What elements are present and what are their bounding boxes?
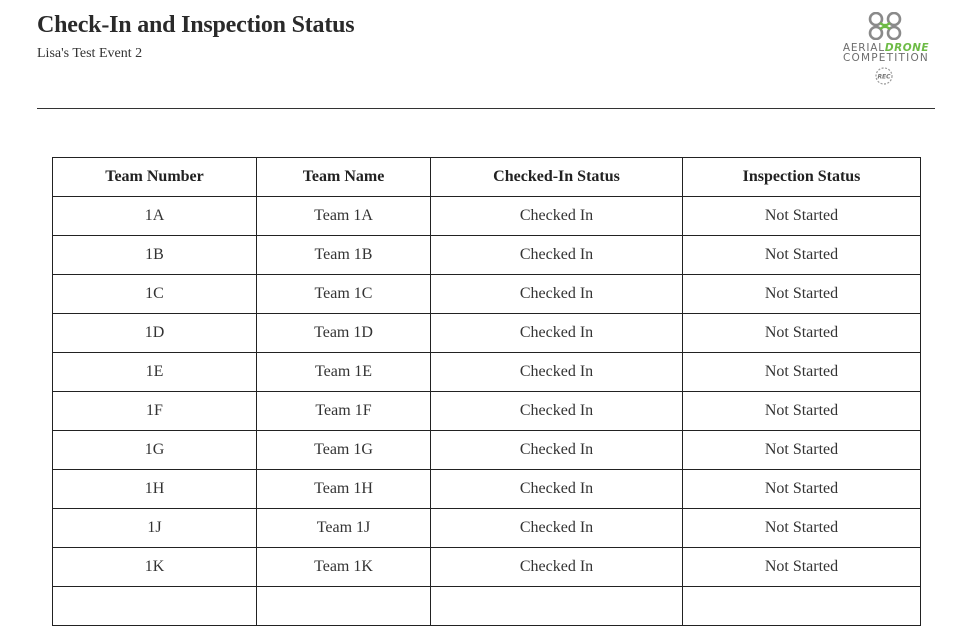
team-number-cell: 1F: [53, 392, 257, 431]
table-row: [53, 236, 921, 275]
inspection-status-cell: Not Started: [683, 353, 921, 392]
inspection-status-cell: Not Started: [683, 197, 921, 236]
checked-in-status-cell: [431, 587, 683, 626]
status-table: [52, 157, 921, 626]
inspection-status-cell: Not Started: [683, 431, 921, 470]
team-number-cell: 1A: [53, 197, 257, 236]
aerial-drone-competition-logo: [836, 12, 936, 88]
team-number-cell: 1E: [53, 353, 257, 392]
inspection-status-cell: Not Started: [683, 509, 921, 548]
team-name-cell: Team 1F: [257, 392, 431, 431]
team-name-cell: Team 1J: [257, 509, 431, 548]
table-row: [53, 548, 921, 587]
table-header-row: [53, 158, 921, 197]
team-number-cell: [53, 587, 257, 626]
team-number-cell: 1J: [53, 509, 257, 548]
column-header-checked-in-status: Checked-In Status: [431, 158, 683, 197]
rec-badge-text: REC: [877, 73, 891, 81]
table-row: [53, 197, 921, 236]
team-number-cell: 1K: [53, 548, 257, 587]
checked-in-status-cell: Checked In: [431, 314, 683, 353]
team-name-cell: Team 1H: [257, 470, 431, 509]
column-header-team-number: Team Number: [53, 158, 257, 197]
header-divider: [37, 108, 935, 109]
team-number-cell: 1H: [53, 470, 257, 509]
inspection-status-cell: Not Started: [683, 236, 921, 275]
team-name-cell: Team 1A: [257, 197, 431, 236]
team-number-cell: 1B: [53, 236, 257, 275]
table-row: [53, 314, 921, 353]
team-name-cell: Team 1C: [257, 275, 431, 314]
logo-line-2: COMPETITION: [843, 52, 929, 64]
checked-in-status-cell: Checked In: [431, 197, 683, 236]
inspection-status-cell: Not Started: [683, 470, 921, 509]
team-name-cell: Team 1B: [257, 236, 431, 275]
table-row: [53, 470, 921, 509]
table-row: [53, 587, 921, 626]
team-name-cell: Team 1E: [257, 353, 431, 392]
rec-foundation-badge-icon: [869, 66, 899, 86]
team-number-cell: 1C: [53, 275, 257, 314]
checked-in-status-cell: Checked In: [431, 509, 683, 548]
team-number-cell: 1G: [53, 431, 257, 470]
team-name-cell: Team 1G: [257, 431, 431, 470]
checked-in-status-cell: Checked In: [431, 275, 683, 314]
logo-line-1-accent: DRONE: [884, 42, 930, 54]
inspection-status-cell: Not Started: [683, 314, 921, 353]
table-row: [53, 509, 921, 548]
checked-in-status-cell: Checked In: [431, 236, 683, 275]
inspection-status-cell: [683, 587, 921, 626]
table-row: [53, 392, 921, 431]
drone-logo-icon: [867, 12, 903, 40]
logo-line-1-prefix: AERIAL: [842, 42, 885, 54]
inspection-status-cell: Not Started: [683, 392, 921, 431]
table-row: [53, 353, 921, 392]
inspection-status-cell: Not Started: [683, 275, 921, 314]
table-row: [53, 431, 921, 470]
checked-in-status-cell: Checked In: [431, 353, 683, 392]
team-name-cell: Team 1K: [257, 548, 431, 587]
checked-in-status-cell: Checked In: [431, 470, 683, 509]
team-name-cell: [257, 587, 431, 626]
column-header-inspection-status: Inspection Status: [683, 158, 921, 197]
event-name: Lisa's Test Event 2: [37, 46, 143, 61]
team-number-cell: 1D: [53, 314, 257, 353]
team-name-cell: Team 1D: [257, 314, 431, 353]
table-row: [53, 275, 921, 314]
page-title: Check-In and Inspection Status: [37, 12, 355, 38]
column-header-team-name: Team Name: [257, 158, 431, 197]
inspection-status-cell: Not Started: [683, 548, 921, 587]
checked-in-status-cell: Checked In: [431, 431, 683, 470]
checked-in-status-cell: Checked In: [431, 548, 683, 587]
checked-in-status-cell: Checked In: [431, 392, 683, 431]
